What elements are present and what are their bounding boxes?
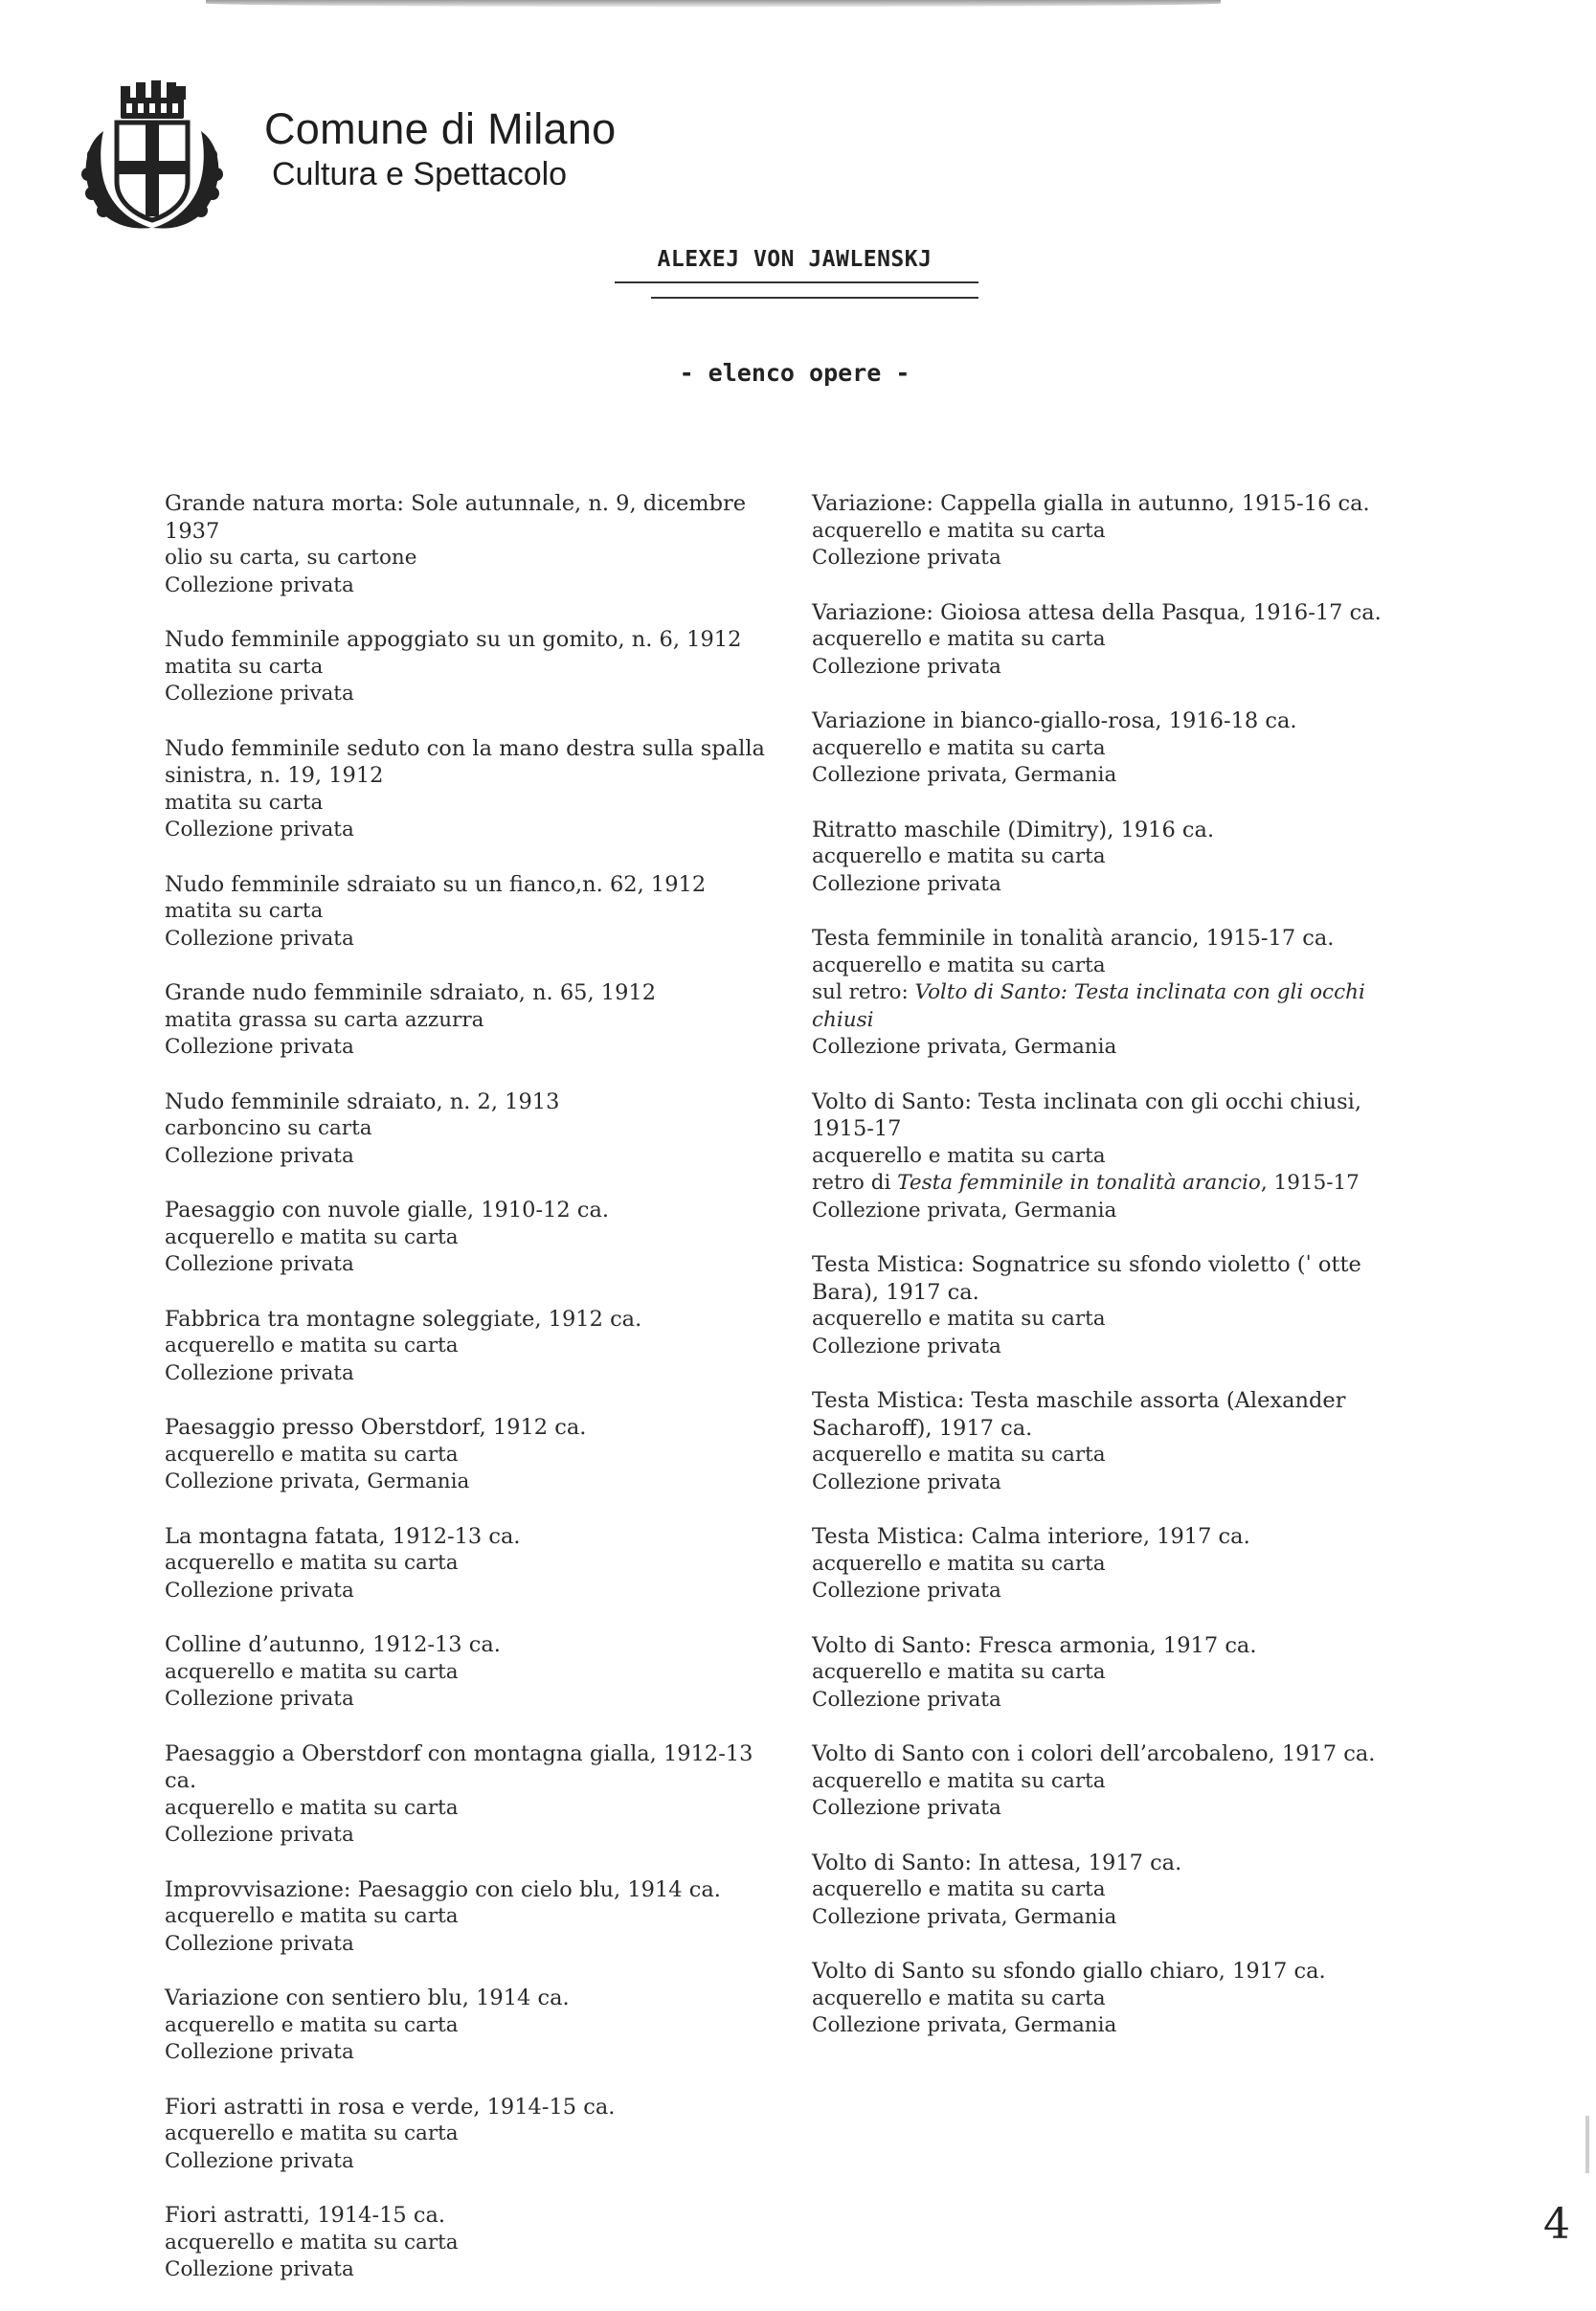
- artwork-entry: [165, 1985, 777, 2067]
- artwork-note-title: Testa femminile in tonalità arancio: [897, 1171, 1261, 1195]
- artwork-medium: acquerello e matita su carta: [812, 1768, 1106, 1793]
- artwork-title: Fiori astratti, 1914-15 ca.: [165, 2203, 446, 2228]
- artwork-title: La montagna fatata, 1912-13 ca.: [165, 1523, 521, 1549]
- artwork-collection: Collezione privata: [165, 1578, 354, 1603]
- artwork-entry: [165, 1631, 777, 1714]
- artwork-title: Nudo femminile sdraiato, n. 2, 1913: [165, 1088, 560, 1114]
- artwork-entry: [165, 2094, 777, 2176]
- artwork-title: Variazione con sentiero blu, 1914 ca.: [165, 1986, 570, 2010]
- artwork-medium: acquerello e matita su carta: [812, 1443, 1106, 1467]
- artwork-title: Testa Mistica: Calma interiore, 1917 ca.: [812, 1524, 1250, 1549]
- artwork-entry: [812, 925, 1415, 1062]
- artwork-medium: carboncino su carta: [165, 1116, 372, 1140]
- artwork-medium: olio su carta, su cartone: [165, 546, 417, 570]
- artwork-medium: acquerello e matita su carta: [812, 1143, 1106, 1168]
- artwork-medium: acquerello e matita su carta: [165, 2121, 459, 2145]
- artwork-collection: Collezione privata: [165, 926, 354, 951]
- artwork-title: Volto di Santo: Fresca armonia, 1917 ca.: [812, 1632, 1257, 1658]
- artwork-title: Testa Mistica: Sognatrice su sfondo violetto (ˈ otte Bara), 1917 ca.: [812, 1252, 1361, 1305]
- artwork-medium: acquerello e matita su carta: [812, 1660, 1106, 1684]
- artwork-title: Volto di Santo su sfondo giallo chiaro, 1917 ca.: [812, 1959, 1326, 1984]
- artwork-medium: acquerello e matita su carta: [812, 1307, 1106, 1331]
- artwork-medium: acquerello e matita su carta: [812, 1877, 1106, 1901]
- artwork-entry: [165, 1414, 777, 1496]
- organization-name: Comune di Milano: [264, 104, 617, 153]
- artwork-medium: acquerello e matita su carta: [812, 627, 1106, 651]
- artwork-entry: [812, 1740, 1415, 1823]
- artwork-medium: acquerello e matita su carta: [165, 2230, 459, 2255]
- artwork-title: Nudo femminile sdraiato su un fianco,n. 62, 1912: [165, 871, 707, 897]
- artwork-medium: acquerello e matita su carta: [812, 518, 1106, 543]
- artwork-entry: [165, 1523, 777, 1605]
- artwork-title: Paesaggio con nuvole gialle, 1910-12 ca.: [165, 1198, 610, 1223]
- artwork-note-prefix: sul retro:: [812, 980, 915, 1004]
- artwork-collection: Collezione privata, Germania: [812, 1035, 1117, 1059]
- artwork-note: [812, 979, 1415, 1034]
- artwork-entry: [812, 490, 1415, 572]
- title-underline: [615, 281, 978, 283]
- milan-coat-of-arms-icon: [75, 79, 230, 232]
- works-list-right: [812, 490, 1415, 2067]
- artwork-entry: [165, 871, 777, 954]
- organization-department: Cultura e Spettacolo: [272, 156, 568, 192]
- artwork-title: Fabbrica tra montagne soleggiate, 1912 ca.: [165, 1306, 642, 1332]
- artwork-medium: matita su carta: [165, 654, 324, 679]
- artwork-note-title: Volto di Santo: Testa inclinata con gli occhi chiusi: [812, 980, 1365, 1032]
- artwork-collection: Collezione privata: [165, 1931, 354, 1956]
- artwork-collection: Collezione privata: [812, 654, 1001, 679]
- artwork-title: Variazione in bianco-giallo-rosa, 1916-18 ca.: [812, 708, 1297, 733]
- artwork-entry: [165, 2202, 777, 2284]
- artwork-note-prefix: retro di: [812, 1171, 898, 1195]
- artwork-collection: Collezione privata, Germania: [812, 2013, 1117, 2037]
- artwork-entry: [165, 626, 777, 708]
- scan-edge: [206, 0, 1221, 7]
- artwork-collection: Collezione privata: [165, 2257, 354, 2281]
- organization-header: [264, 103, 616, 193]
- artwork-medium: acquerello e matita su carta: [812, 735, 1106, 760]
- artwork-entry: [812, 817, 1415, 899]
- works-list-left: [165, 490, 777, 2311]
- artwork-title: Volto di Santo: In attesa, 1917 ca.: [812, 1850, 1182, 1875]
- artwork-title: Nudo femminile seduto con la mano destra sulla spalla sinistra, n. 19, 1912: [165, 735, 765, 788]
- document-title: ALEXEJ VON JAWLENSKJ: [657, 247, 933, 272]
- artwork-collection: Collezione privata: [165, 2148, 354, 2173]
- artwork-collection: Collezione privata: [812, 1334, 1001, 1358]
- artwork-entry: [165, 490, 777, 599]
- artwork-entry: [165, 1740, 777, 1850]
- artwork-medium: matita grassa su carta azzurra: [165, 1007, 484, 1032]
- artwork-entry: [812, 1088, 1415, 1225]
- artwork-title: Volto di Santo con i colori dell’arcobaleno, 1917 ca.: [812, 1741, 1376, 1766]
- artwork-title: Colline d’autunno, 1912-13 ca.: [165, 1632, 501, 1657]
- artwork-entry: [812, 1850, 1415, 1932]
- artwork-entry: [812, 1632, 1415, 1715]
- artwork-title: Testa Mistica: Testa maschile assorta (Alexander Sacharoff), 1917 ca.: [812, 1388, 1346, 1441]
- artwork-medium: acquerello e matita su carta: [165, 1442, 459, 1467]
- artwork-collection: Collezione privata: [165, 1143, 354, 1168]
- artwork-entry: [812, 1958, 1415, 2040]
- artwork-entry: [812, 1523, 1415, 1605]
- artwork-note: [812, 1170, 1415, 1198]
- artwork-collection: Collezione privata: [812, 1579, 1001, 1603]
- artwork-medium: acquerello e matita su carta: [165, 1224, 459, 1249]
- artwork-entry: [812, 1251, 1415, 1360]
- artwork-medium: acquerello e matita su carta: [812, 844, 1106, 868]
- artwork-medium: acquerello e matita su carta: [165, 1904, 459, 1928]
- artwork-collection: Collezione privata: [165, 1035, 354, 1059]
- artwork-collection: Collezione privata: [165, 682, 354, 706]
- artwork-collection: Collezione privata: [165, 1823, 354, 1847]
- artwork-entry: [812, 1387, 1415, 1496]
- document-subtitle: - elenco opere -: [679, 359, 910, 387]
- artwork-medium: acquerello e matita su carta: [165, 1659, 459, 1684]
- artwork-collection: Collezione privata, Germania: [812, 1904, 1117, 1929]
- artwork-title: Grande nudo femminile sdraiato, n. 65, 1912: [165, 980, 657, 1005]
- title-double-underline: [651, 297, 978, 299]
- artwork-title: Grande natura morta: Sole autunnale, n. 9, dicembre 1937: [165, 491, 747, 544]
- artwork-medium: acquerello e matita su carta: [165, 2012, 459, 2037]
- artwork-collection: Collezione privata: [165, 572, 354, 597]
- artwork-collection: Collezione privata: [165, 1687, 354, 1711]
- artwork-collection: Collezione privata: [165, 2040, 354, 2064]
- artwork-title: Testa femminile in tonalità arancio, 1915-17 ca.: [812, 926, 1335, 951]
- artwork-collection: Collezione privata, Germania: [812, 763, 1117, 787]
- artwork-title: Fiori astratti in rosa e verde, 1914-15 ca.: [165, 2094, 616, 2120]
- artwork-collection: Collezione privata, Germania: [165, 1470, 470, 1493]
- artwork-collection: Collezione privata: [165, 1252, 354, 1276]
- artwork-medium: matita su carta: [165, 790, 324, 815]
- artwork-title: Volto di Santo: Testa inclinata con gli occhi chiusi, 1915-17: [812, 1088, 1361, 1141]
- artwork-medium: acquerello e matita su carta: [165, 1551, 459, 1575]
- artwork-entry: [165, 979, 777, 1062]
- artwork-title: Paesaggio a Oberstdorf con montagna gialla, 1912-13 ca.: [165, 1740, 753, 1793]
- artwork-entry: [165, 1197, 777, 1279]
- artwork-entry: [812, 707, 1415, 790]
- artwork-medium: acquerello e matita su carta: [165, 1334, 459, 1357]
- artwork-collection: Collezione privata: [812, 1687, 1001, 1712]
- artwork-entry: [165, 1306, 777, 1388]
- artwork-medium: matita su carta: [165, 899, 324, 923]
- artwork-title: Ritratto maschile (Dimitry), 1916 ca.: [812, 817, 1215, 842]
- artwork-title: Nudo femminile appoggiato su un gomito, n. 6, 1912: [165, 627, 742, 652]
- artwork-collection: Collezione privata: [812, 1470, 1001, 1494]
- artwork-medium: acquerello e matita su carta: [812, 1551, 1106, 1576]
- artwork-collection: Collezione privata: [812, 871, 1001, 896]
- artwork-medium: acquerello e matita su carta: [165, 1795, 459, 1820]
- artwork-entry: [812, 599, 1415, 682]
- artwork-collection: Collezione privata, Germania: [812, 1198, 1117, 1223]
- artwork-collection: Collezione privata: [165, 1360, 354, 1385]
- artwork-title: Variazione: Cappella gialla in autunno, 1915-16 ca.: [812, 491, 1370, 516]
- page-number: 4: [1543, 2200, 1570, 2249]
- artwork-medium: acquerello e matita su carta: [812, 953, 1106, 977]
- artwork-collection: Collezione privata: [165, 818, 354, 841]
- artwork-collection: Collezione privata: [812, 1796, 1001, 1820]
- artwork-entry: [165, 735, 777, 844]
- scan-edge-mark: [1585, 2116, 1589, 2173]
- artwork-title: Paesaggio presso Oberstdorf, 1912 ca.: [165, 1415, 587, 1440]
- artwork-medium: acquerello e matita su carta: [812, 1986, 1106, 2010]
- artwork-entry: [165, 1088, 777, 1171]
- artwork-note-suffix: , 1915-17: [1260, 1171, 1360, 1195]
- artwork-title: Improvvisazione: Paesaggio con cielo blu, 1914 ca.: [165, 1876, 721, 1902]
- artwork-title: Variazione: Gioiosa attesa della Pasqua, 1916-17 ca.: [812, 599, 1382, 625]
- artwork-collection: Collezione privata: [812, 546, 1001, 570]
- artwork-entry: [165, 1876, 777, 1959]
